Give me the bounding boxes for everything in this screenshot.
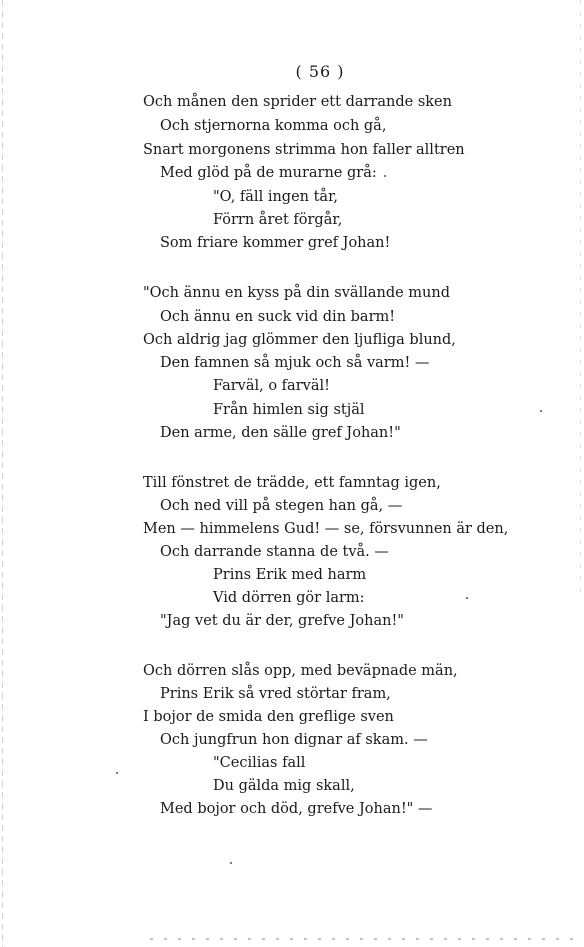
poem-line: Prins Erik med harm [213,567,367,583]
poem-line: Och aldrig jag glömmer den ljufliga blund, [143,332,456,348]
poem-line: Och stjernorna komma och gå, [160,118,387,134]
poem-line: Du gälda mig skall, [213,778,355,794]
poem-line: Prins Erik så vred störtar fram, [160,686,391,702]
poem-line: Från himlen sig stjäl [213,402,365,418]
scan-speck [116,772,118,774]
poem-line: Och jungfrun hon dignar af skam. — [160,732,428,748]
scan-speck [230,862,232,864]
poem-line: Vid dörren gör larm: [213,590,365,606]
bottom-scan-noise [150,938,580,940]
poem-line: Och ännu en suck vid din barm! [160,309,396,325]
poem-line: Farväl, o farväl! [213,378,330,394]
poem-line: Och darrande stanna de två. — [160,544,389,560]
poem-line: "O, fäll ingen tår, [213,189,339,205]
poem-line: Och månen den sprider ett darrande sken [143,94,452,110]
poem-line: Förrn året förgår, [213,212,343,228]
poem-line: Till fönstret de trädde, ett famntag igen, [143,475,441,491]
poem-line: "Och ännu en kyss på din svällande mund [143,285,451,301]
poem-line: "Jag vet du är der, grefve Johan!" [160,613,404,629]
page-edge-left [2,0,3,947]
poem-line: Med glöd på de murarne grå: [160,165,377,181]
poem-line: Och ned vill på stegen han gå, — [160,498,403,514]
poem-line: "Cecilias fall [213,755,306,771]
page-edge-right [580,0,581,600]
page-number: ( 56 ) [295,62,345,81]
poem-line: Men — himmelens Gud! — se, försvunnen är den, [143,521,509,537]
poem-line: Som friare kommer gref Johan! [160,235,391,251]
poem-line: Den arme, den sälle gref Johan!" [160,425,401,441]
poem-line: I bojor de smida den greflige sven [143,709,394,725]
poem-line: Snart morgonens strimma hon faller alltren [143,142,465,158]
poem-line: Med bojor och död, grefve Johan!" — [160,801,433,817]
poem-line: Den famnen så mjuk och så varm! — [160,355,430,371]
scan-speck [466,597,468,599]
poem-line: Och dörren slås opp, med beväpnade män, [143,663,458,679]
scan-speck [384,175,386,177]
scan-speck [540,410,542,412]
